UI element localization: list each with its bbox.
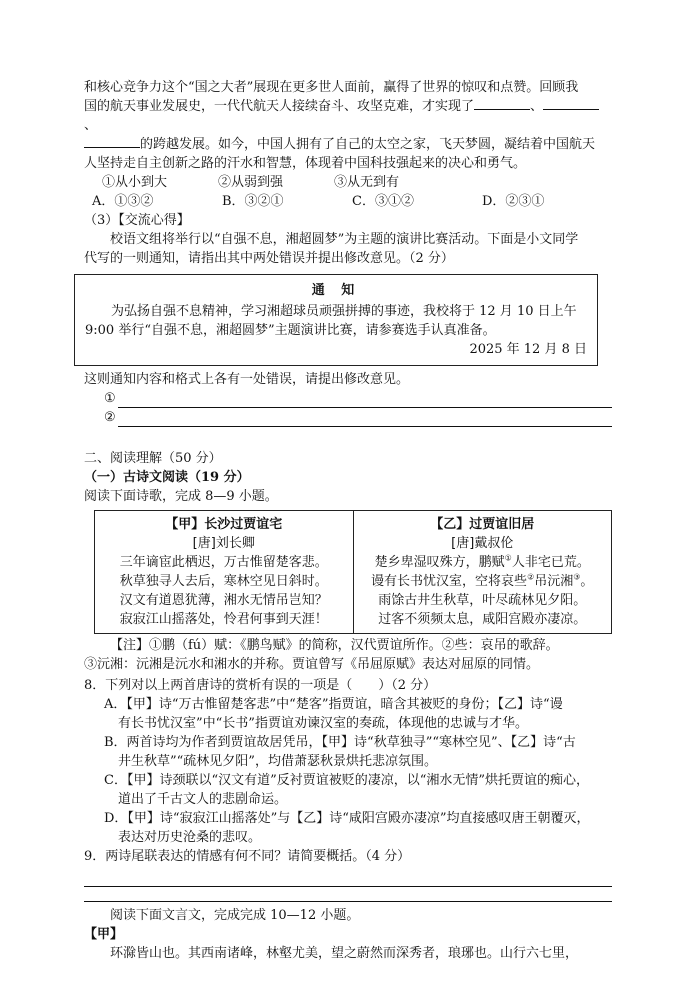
notice-body: 为弘扬自强不息精神，学习湘超球员顽强拼搏的事迹，我校将于 12 月 10 日上午 [111,304,577,319]
answer-mark: ② [104,410,116,425]
paragraph-line: 和核心竞争力这个“国之大者”展现在更多世人面前，赢得了世界的惊叹和点赞。回顾我 [84,80,579,95]
read-instruction: 阅读下面诗歌，完成 8—9 小题。 [84,489,278,504]
question-8 [84,676,612,847]
fill-option: ②从弱到强 [218,175,284,190]
q8-option-a[interactable] [84,695,612,733]
jia-text: 环滁皆山也。其西南诸峰，林壑尤美，望之蔚然而深秀者，琅琊也。山行六七里， [110,946,579,961]
exchange-text: 代写的一则通知，请指出其中两处错误并提出修改意见。（2 分） [84,251,454,266]
question-9: 9．两诗尾联表达的情感有何不同？请简要概括。（4 分） [84,849,411,864]
poem-line: 寂寂江山摇落处，怜君何事到天涯！ [119,612,328,627]
answer-rule [118,414,612,427]
fill-blank[interactable] [474,97,530,110]
poem-line: 秋草独寻人去后，寒林空见日斜时。 [119,574,328,589]
poem-title: 【甲】长沙过贾谊宅 [165,517,283,532]
section-title: 二、阅读理解（50 分） [84,451,222,466]
q8-option-b[interactable] [84,733,612,771]
fill-option: ③从无到有 [334,175,400,190]
answer-mark: ① [104,391,116,406]
poem-a [95,511,353,633]
fill-blank[interactable] [84,135,140,148]
fill-blank[interactable] [543,97,599,110]
option-line: 有长书忧汉室”中“长书”指贾谊劝谏汉室的奏疏，体现他的忠诚与才华。 [118,716,528,731]
poem-line: 楚乡卑湿叹殊方，鹏赋①人非宅已荒。 [374,553,590,570]
option-line: 井生秋草”“疏林见夕阳”，均借萧瑟秋景烘托悲凉氛围。 [118,754,437,769]
fill-options [84,173,612,192]
exam-page [84,78,612,963]
poem-line: 三年谪宦此栖迟，万古惟留楚客悲。 [119,555,328,570]
poem-title: 【乙】过贾谊旧居 [430,517,535,532]
footnote-mark: ① [504,553,512,563]
option-line: B．两首诗均为作者到贾谊故居凭吊，【甲】诗“秋草独寻”“寒林空见”、【乙】诗“古 [104,735,576,750]
poem-line: 谩有长书忧汉室，空将哀些②吊沅湘③。 [371,572,594,589]
option-line: A．【甲】诗“万古惟留楚客悲”中“楚客”指贾谊，暗含其被贬的身份；【乙】诗“谩 [104,697,563,712]
question-stem: 8．下列对以上两首唐诗的赏析有误的一项是（ ）（2 分） [84,678,437,693]
poem-author: [唐]戴叔伦 [451,536,514,551]
footnote-mark: ③ [573,572,581,582]
poem-notes: ③沅湘：沅湘是沅水和湘水的并称。贾谊曾写《吊屈原赋》表达对屈原的同情。 [84,657,540,672]
option-line: 道出了千古文人的悲剧命运。 [118,792,288,807]
exchange-heading: （3）【交流心得】 [84,213,190,228]
option-line: 表达对历史沧桑的悲叹。 [118,830,262,845]
exchange-text: 校语文组将举行以“自强不息，湘超圆梦”为主题的演讲比赛活动。下面是小文同学 [110,232,579,247]
paragraph-line: 的跨越发展。如今，中国人拥有了自己的太空之家，飞天梦圆，凝结着中国航天 [84,135,612,154]
choice-c[interactable]: C．③①② [352,194,414,209]
notice-title: 通 知 [311,283,361,298]
choice-a[interactable]: A．①③② [92,194,154,209]
notice-question: 这则通知内容和格式上各有一处错误，请提出修改意见。 [84,372,410,387]
paragraph-line: 国的航天事业发展史，一代代航天人接续奋斗、攻坚克难，才实现了 、、 [84,97,612,135]
poem-line: 汉文有道恩犹薄，湘水无情吊岂知？ [119,593,328,608]
poem-table [94,510,612,634]
top-paragraph [84,78,612,173]
q8-option-c[interactable] [84,771,612,809]
notice-body: 9:00 举行“自强不息，湘超圆梦”主题演讲比赛，请参赛选手认真准备。 [85,323,496,338]
choice-d[interactable]: D．②③① [482,194,545,209]
notice-date: 2025 年 12 月 8 日 [469,342,587,357]
option-line: D．【甲】诗“寂寂江山摇落处”与【乙】诗“咸阳宫殿亦凄凉”均直接感叹唐王朝覆灭， [104,811,590,826]
answer-line-2[interactable] [84,408,612,427]
poem-b [353,511,612,633]
poem-author: [唐]刘长卿 [192,536,255,551]
poem-notes: 【注】①鹏（fú）赋：《鹏鸟赋》的简称，汉代贾谊所作。②些：哀吊的歌辞。 [110,638,559,653]
option-line: C．【甲】诗颈联以“汉文有道”反衬贾谊被贬的凄凉，以“湘水无情”烘托贾谊的痴心， [104,773,590,788]
poem-line: 雨馀古井生秋草，叶尽疏林见夕阳。 [378,593,587,608]
notice-box [74,274,598,366]
q8-option-d[interactable] [84,809,612,847]
reading-section [84,449,612,506]
fill-option: ①从小到大 [102,175,168,190]
sub-title: （一）古诗文阅读（19 分） [84,470,250,485]
choice-b[interactable]: B．③②① [222,194,284,209]
answer-choices [84,192,612,211]
paragraph-line: 人坚持走自主创新之路的汗水和智慧，体现着中国科技强起来的决心和勇气。 [84,156,527,171]
answer-line[interactable] [84,887,612,902]
answer-rule [118,395,612,408]
classical-instruction: 阅读下面文言文，完成完成 10—12 小题。 [110,908,360,923]
answer-line-1[interactable] [84,389,612,408]
poem-line: 过客不须频太息，咸阳宫殿亦凄凉。 [378,612,587,627]
footnote-mark: ② [527,572,535,582]
answer-line[interactable] [84,872,612,887]
jia-label: 【甲】 [84,927,124,942]
